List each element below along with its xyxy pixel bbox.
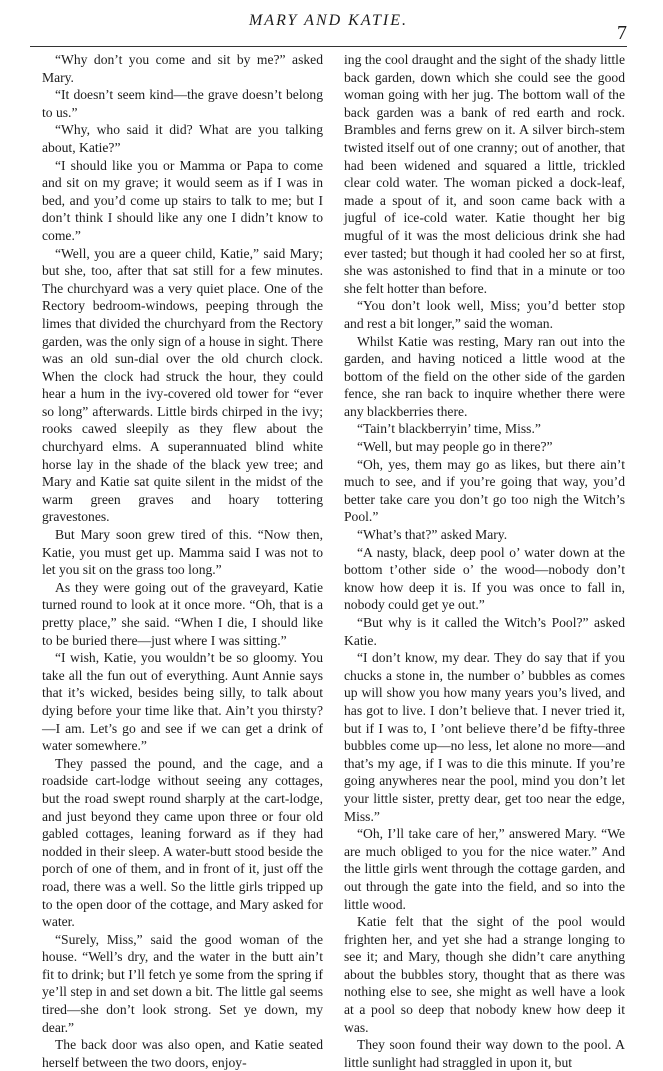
paragraph: “Surely, Miss,” said the good woman of the house. “Well’s dry, and the water in the butt ain’t fit to drink; but I’ll fetch ye some from the spring if ye’ll step in and set down a bit. The little gal seems tired—she don’t look strong. Set ye down, my dear.” — [42, 931, 323, 1035]
paragraph: “I wish, Katie, you wouldn’t be so gloomy. You take all the fun out of everything. Aunt Annie says that it’s wicked, besides being silly, to talk about dying before your time like that. Ain’t you thirsty?—I am. Let’s go and see if we can get a drink of water somewhere.” — [42, 650, 323, 754]
paragraph: They passed the pound, and the cage, and a roadside cart-lodge without seeing any cottages, but the road swept round sharply at the cart-lodge, and just beyond they came upon three or four old gabled cottages, leaning forward as if they had nodded in their sleep. A water-butt stood beside the porch of one of them, and in front of it, just off the road, there was a well. So the little girls tripped up to the open door of the cottage, and Mary asked for water. — [42, 755, 323, 930]
paragraph: “It doesn’t seem kind—the grave doesn’t belong to us.” — [42, 87, 323, 120]
page-number: 7 — [617, 22, 627, 44]
paragraph: “A nasty, black, deep pool o’ water down at the bottom t’other side o’ the wood—nobody don’t know how deep it is. If you was once to fall in, nobody could get ye out.” — [344, 544, 625, 613]
paragraph-continuation: ing the cool draught and the sight of the shady little back garden, down which she could see the good woman going with her jug. The bottom wall of the back garden was a bank of red earth and rock. Brambles and ferns grew on it. A silver birch-stem twisted itself out of one cranny; out of another, that had been widened and squared a little, trickled clear cold water. The woman picked a dock-leaf, made a spout of it, and soon came back with a jugful of ice-cold water. Katie thought her big mugful of it was the most delicious drink she had ever tasted; but though it had cooled her so at first, she was astonished to find that in a minute or too she felt hotter than before. — [344, 52, 625, 296]
paragraph: “Oh, yes, them may go as likes, but there ain’t much to see, and if you’re going that way, you’d better take care you don’t go too nigh the Witch’s Pool.” — [344, 456, 625, 525]
paragraph: Katie felt that the sight of the pool would frighten her, and yet she had a strange longing to see it; and Mary, though she didn’t care anything about the bubbles story, thought that as there was nothing else to see, she might as well have a look at a pool so deep that nobody knew how deep it was. — [344, 914, 625, 1035]
paragraph: “Oh, I’ll take care of her,” answered Mary. “We are much obliged to you for the nice water.” And the little girls went through the cottage garden, and out through the gate into the field, and so into the little wood. — [344, 826, 625, 912]
paragraph: “What’s that?” asked Mary. — [357, 527, 508, 543]
left-column — [42, 51, 323, 1071]
paragraph: “Why don’t you come and sit by me?” asked Mary. — [42, 52, 323, 85]
paragraph: “But why is it called the Witch’s Pool?” asked Katie. — [344, 615, 625, 648]
paragraph: “Well, but may people go in there?” — [357, 439, 553, 455]
paragraph: But Mary soon grew tired of this. “Now then, Katie, you must get up. Mamma said I was not to let you sit on the grass too long.” — [42, 527, 323, 578]
page-header — [30, 12, 627, 47]
paragraph: “You don’t look well, Miss; you’d better stop and rest a bit longer,” said the woman. — [344, 298, 625, 331]
paragraph: They soon found their way down to the pool. A little sunlight had straggled in upon it, but — [344, 1037, 625, 1070]
paragraph: “I don’t know, my dear. They do say that if you chucks a stone in, the number o’ bubbles as comes up will show you how many years you’s lived, and has got to live. I don’t believe that. I never tried it, but if I was to, I ’ont believe there’d be fifty-three bubbles come up—no less, let alone no more—and that’s my age, if I was to die this minute. If you’re going anywheres near the pool, mind you don’t let your little sister, pretty dear, get too near the edge, Miss.” — [344, 650, 625, 824]
paragraph: “I should like you or Mamma or Papa to come and sit on my grave; it would seem as if I was in bed, and you’d come up stairs to talk to me; but I don’t think I should like any one I didn’t know to come.” — [42, 157, 323, 243]
text-columns — [42, 51, 625, 1071]
running-title: MARY AND KATIE. — [248, 12, 409, 29]
right-column — [344, 51, 625, 1071]
paragraph: The back door was also open, and Katie seated herself between the two doors, enjoy- — [42, 1037, 323, 1070]
paragraph: “Why, who said it did? What are you talking about, Katie?” — [42, 122, 323, 155]
paragraph: As they were going out of the graveyard, Katie turned round to look at it once more. “Oh, that is a pretty place,” she said. “When I die, I should like to be buried there—just where I was sitting.” — [42, 579, 323, 648]
paragraph: “Well, you are a queer child, Katie,” said Mary; but she, too, after that sat still for a few minutes. The churchyard was a very quiet place. One of the Rectory bedroom-windows, peeping through the limes that divided the churchyard from the Rectory garden, was the only sign of a house in sight. There was an old sun-dial over the old church clock. When the clock had struck the hour, they could hear a hum in the ivy-covered old tower for “ever so long” afterwards. Little birds chirped in the ivy; rooks cawed sleepily as they flew about the churchyard elms. A superannuated blind white horse lay in the shade of the black yew tree; and Mary and Katie sat quite silent in the midst of the warm green graves and hoary tottering gravestones. — [42, 245, 323, 525]
paragraph: Whilst Katie was resting, Mary ran out into the garden, and having noticed a little wood at the bottom of the field on the other side of the garden fence, she ran back to inquire whether there were any blackberries there. — [344, 333, 625, 419]
paragraph: “Tain’t blackberryin’ time, Miss.” — [357, 421, 541, 437]
